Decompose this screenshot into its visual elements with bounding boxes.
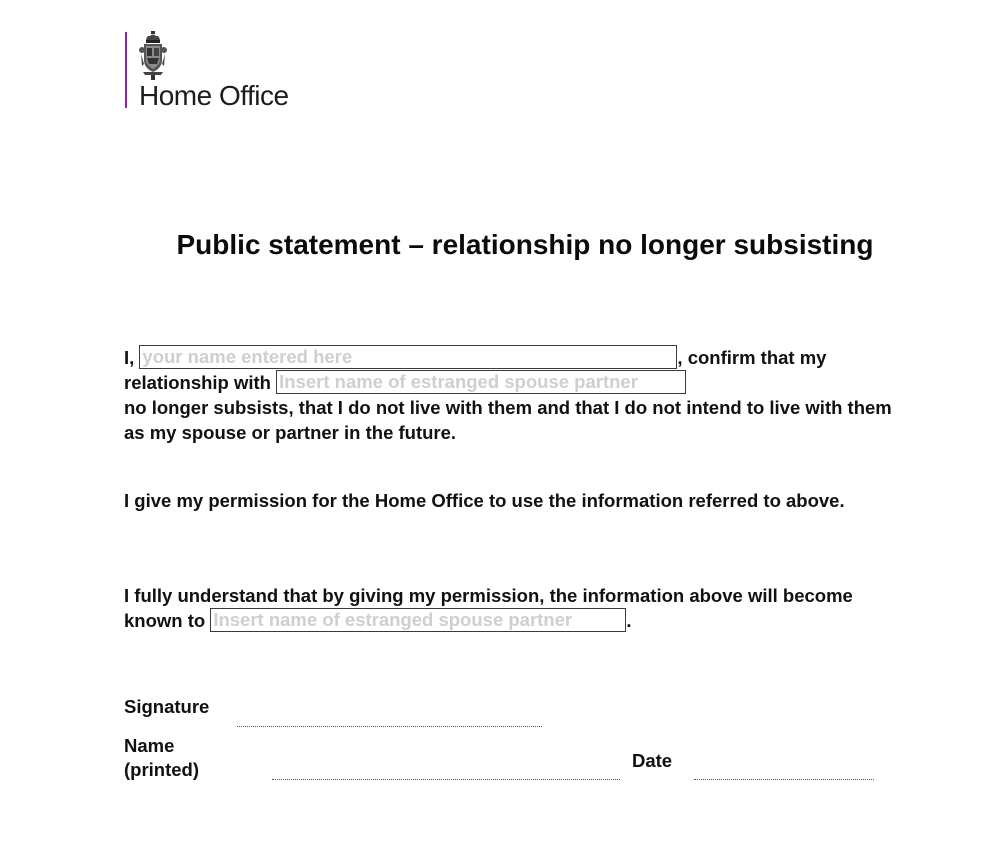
confirmation-paragraph <box>124 345 904 445</box>
date-label: Date <box>632 750 673 771</box>
document-title: Public statement – relationship no longer subsisting <box>176 229 874 260</box>
organisation-name: Home Office <box>139 80 289 111</box>
understanding-paragraph <box>124 583 904 633</box>
estranged-partner-name-field[interactable]: Insert name of estranged spouse partner <box>276 370 686 394</box>
paragraph-suffix: . <box>626 610 632 631</box>
paragraph-prefix: I, <box>124 347 140 368</box>
your-name-field[interactable]: your name entered here <box>139 345 677 369</box>
royal-crest-icon <box>138 30 168 82</box>
logo-accent-bar <box>125 32 127 108</box>
permission-paragraph: I give my permission for the Home Office to use the information referred to above. <box>124 490 845 511</box>
estranged-partner-name-field-2[interactable]: Insert name of estranged spouse partner <box>210 608 626 632</box>
name-printed-label: (printed) <box>124 759 200 780</box>
understanding-text: I fully understand that by giving my permission, the information above will become known to <box>124 585 853 631</box>
home-office-logo <box>125 30 325 110</box>
subsistence-statement-text: no longer subsists, that I do not live with them and that I do not intend to live with them as my spouse or partner in the future. <box>124 397 892 443</box>
printed-name-line[interactable] <box>272 779 620 780</box>
signature-label: Signature <box>124 696 210 717</box>
confirm-relationship-text: , confirm that my relationship with <box>124 347 827 393</box>
signature-line[interactable] <box>237 726 542 727</box>
date-line[interactable] <box>694 779 874 780</box>
name-label: Name <box>124 735 175 756</box>
